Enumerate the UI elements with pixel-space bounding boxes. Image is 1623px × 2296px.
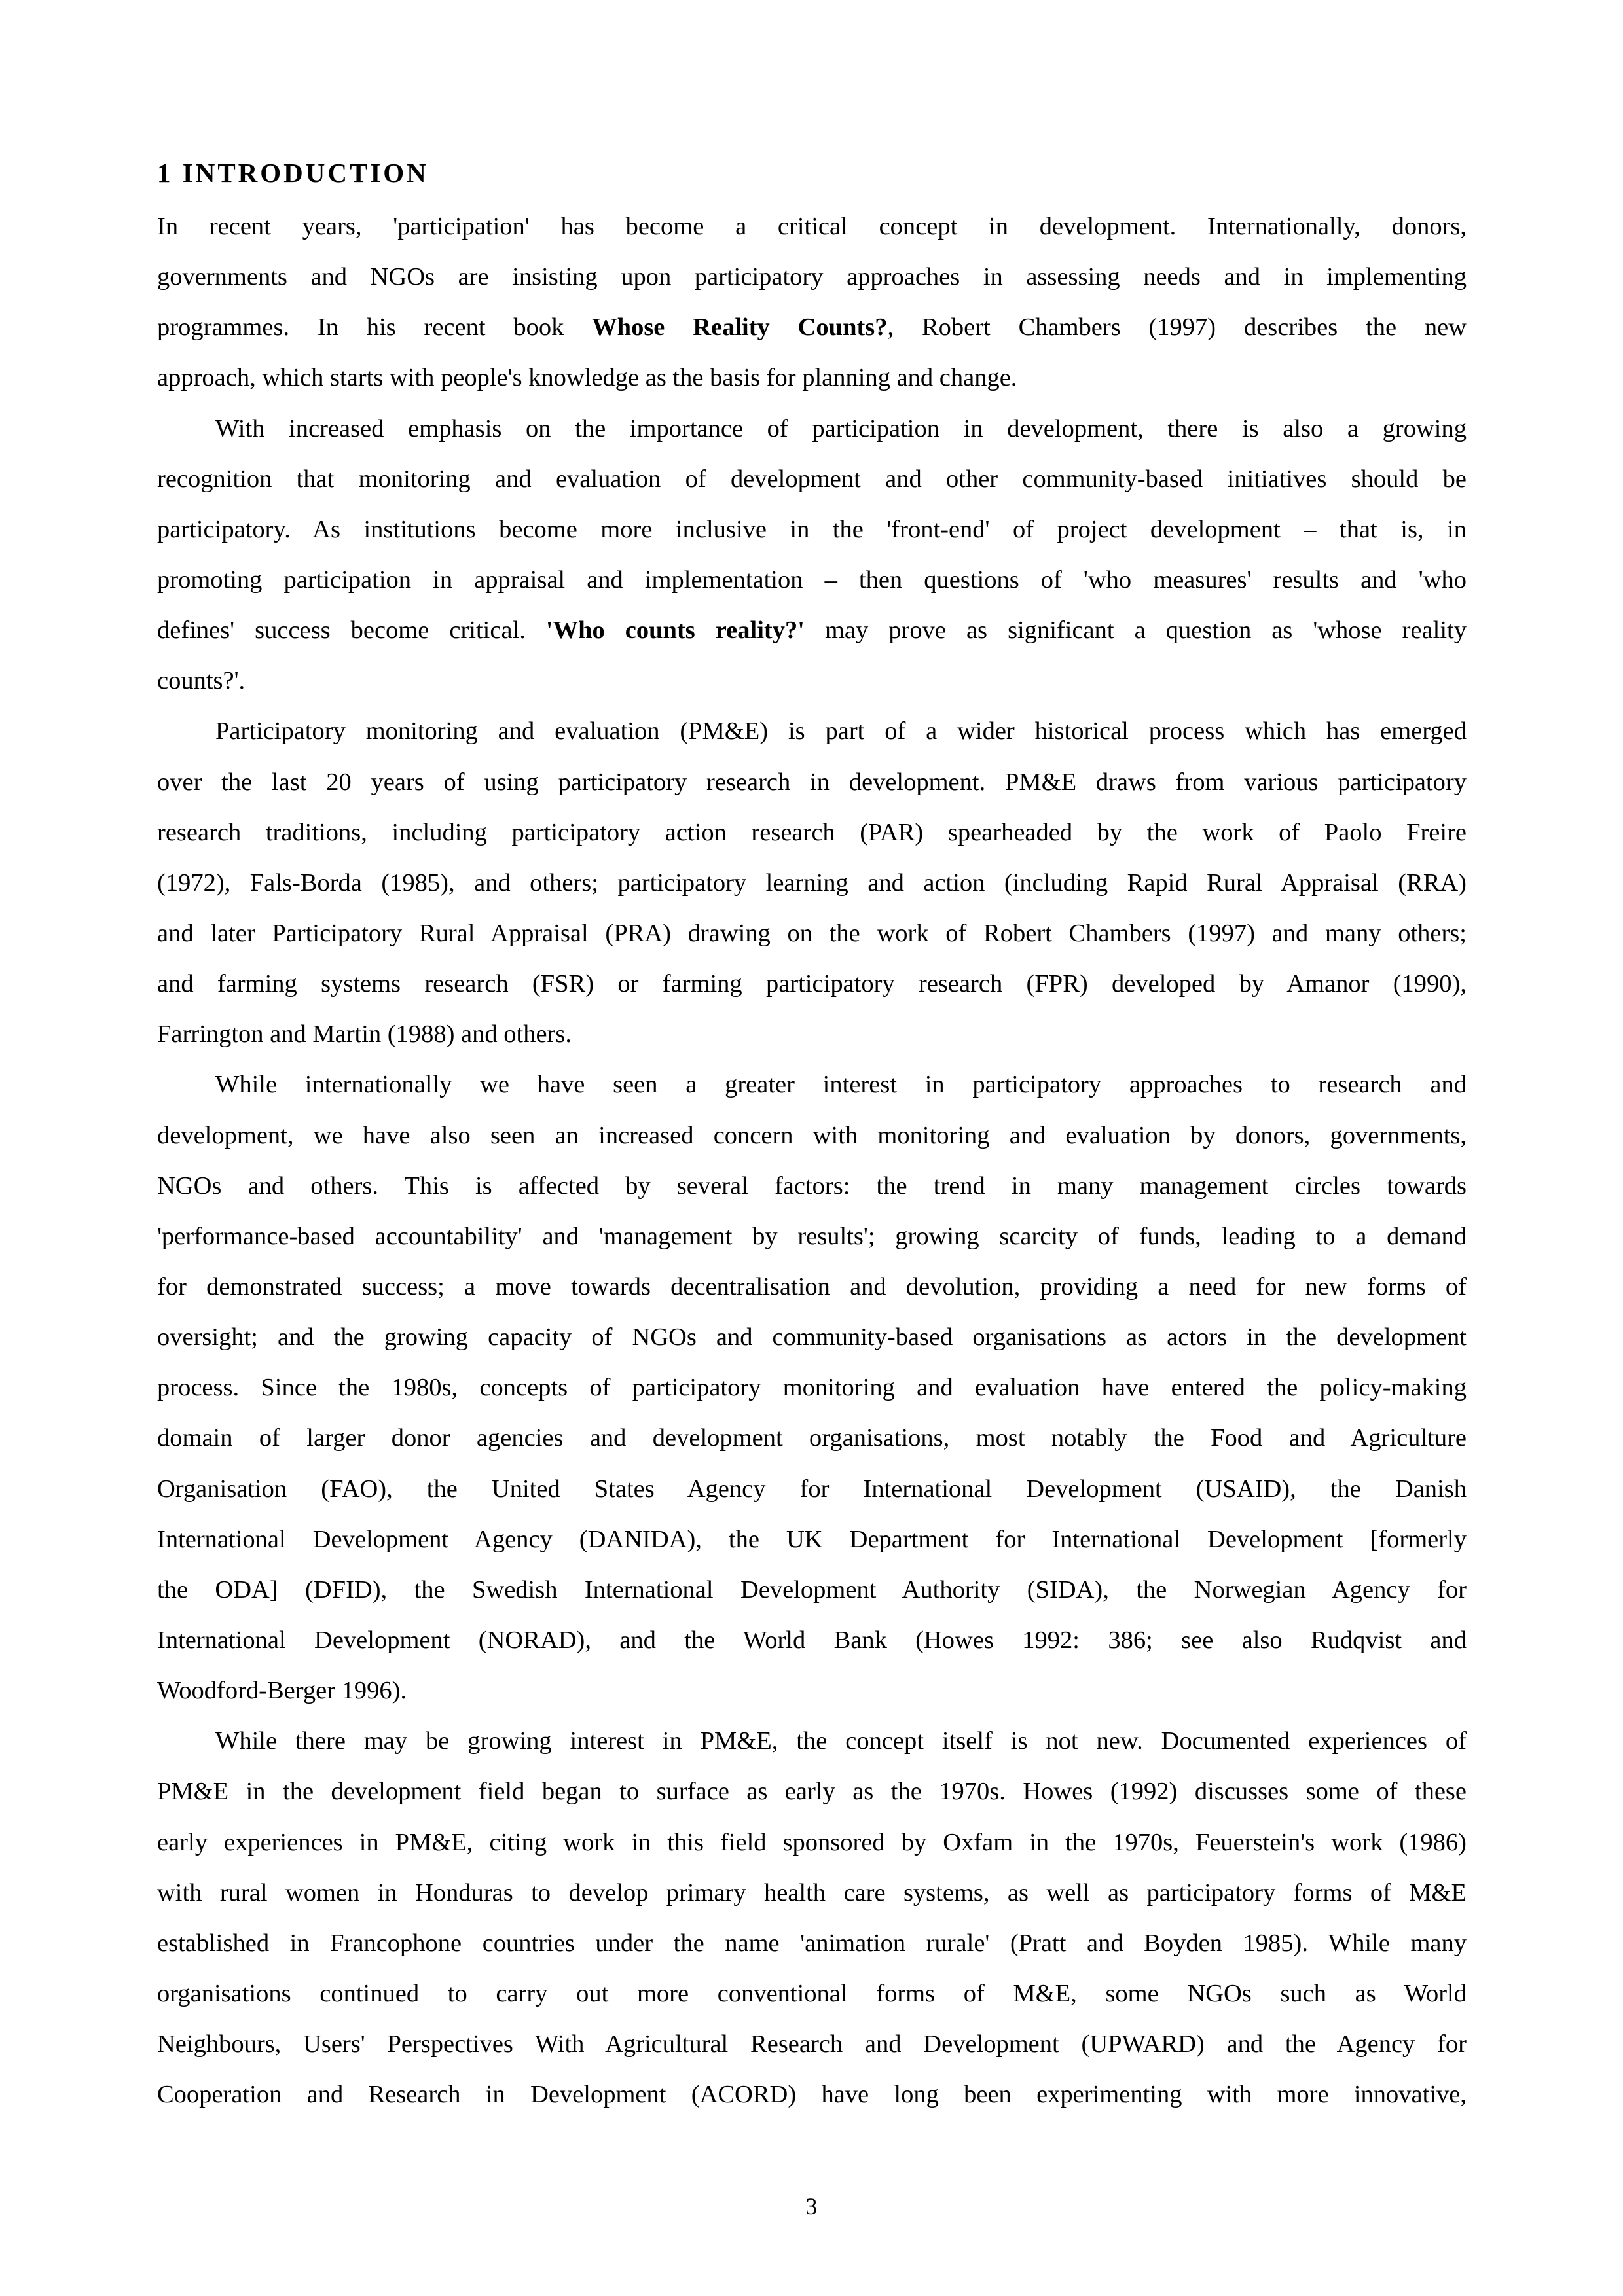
text-line	[157, 757, 1467, 808]
bold-title-text: 'Who counts reality?'	[545, 617, 805, 645]
bold-title-text: Whose Reality Counts?	[592, 314, 888, 342]
text-segment: promoting participation in appraisal and implementation – then questions of 'who measures' results and 'who	[157, 565, 1467, 594]
text-line	[157, 908, 1467, 959]
text-line	[157, 1009, 1467, 1060]
text-segment: established in Francophone countries under the name 'animation rurale' (Pratt and Boyden 1985). While many	[157, 1929, 1467, 1957]
text-line	[157, 1312, 1467, 1363]
text-line	[157, 1918, 1467, 1969]
text-segment: approach, which starts with people's knowledge as the basis for planning and change.	[157, 364, 1017, 392]
paragraph	[157, 1716, 1467, 2120]
body-text	[157, 202, 1467, 2120]
page-number: 3	[805, 2193, 818, 2219]
text-line	[157, 1363, 1467, 1413]
text-segment: counts?'.	[157, 667, 246, 695]
text-segment: International Development Agency (DANIDA), the UK Department for International Development [formerly	[157, 1525, 1467, 1553]
text-segment: programmes. In his recent book	[157, 314, 593, 342]
text-segment: governments and NGOs are insisting upon participatory approaches in assessing needs and in implementing	[157, 263, 1467, 291]
text-line	[157, 2070, 1467, 2120]
text-segment: 'performance-based accountability' and 'management by results'; growing scarcity of funds, leading to a demand	[157, 1222, 1467, 1250]
text-line	[157, 302, 1467, 353]
text-segment: , Robert Chambers (1997) describes the new	[887, 314, 1467, 342]
text-segment: With increased emphasis on the importance of participation in development, there is also a growing	[215, 414, 1467, 442]
text-segment: organisations continued to carry out more conventional forms of M&E, some NGOs such as World	[157, 1979, 1467, 2007]
text-segment: with rural women in Honduras to develop primary health care systems, as well as participatory forms of M&E	[157, 1878, 1467, 1907]
text-segment: While there may be growing interest in PM&E, the concept itself is not new. Documented experiences of	[215, 1727, 1467, 1755]
text-line	[157, 1515, 1467, 1565]
text-segment: (1972), Fals-Borda (1985), and others; participatory learning and action (including Rapid Rural Appraisal (RRA)	[157, 869, 1467, 897]
text-line	[157, 353, 1467, 403]
text-segment: International Development (NORAD), and the World Bank (Howes 1992: 386; see also Rudqvist and	[157, 1626, 1467, 1654]
text-segment: research traditions, including participatory action research (PAR) spearheaded by the work of Paolo Freire	[157, 818, 1467, 846]
text-segment: In recent years, 'participation' has become a critical concept in development. Internationally, donors,	[157, 213, 1467, 240]
text-segment: Woodford-Berger 1996).	[157, 1677, 407, 1705]
text-line	[157, 1666, 1467, 1716]
text-segment: for demonstrated success; a move towards decentralisation and devolution, providing a need for new forms of	[157, 1272, 1467, 1300]
text-line	[157, 1111, 1467, 1161]
text-line	[157, 404, 1467, 454]
text-line	[157, 858, 1467, 908]
text-line	[157, 1615, 1467, 1666]
text-line	[157, 1716, 1467, 1767]
paragraph	[157, 202, 1467, 404]
text-line	[157, 555, 1467, 605]
text-line	[157, 202, 1467, 252]
text-line	[157, 1262, 1467, 1312]
text-segment: development, we have also seen an increased concern with monitoring and evaluation by donors, governments,	[157, 1121, 1467, 1149]
text-line	[157, 706, 1467, 757]
paragraph	[157, 404, 1467, 707]
text-line	[157, 656, 1467, 706]
text-segment: over the last 20 years of using participatory research in development. PM&E draws from various participatory	[157, 768, 1467, 796]
paragraph	[157, 706, 1467, 1060]
text-segment: defines' success become critical.	[157, 617, 546, 645]
text-segment: and later Participatory Rural Appraisal (PRA) drawing on the work of Robert Chambers (1997) and many others;	[157, 919, 1467, 947]
text-segment: Participatory monitoring and evaluation (PM&E) is part of a wider historical process which has emerged	[215, 717, 1467, 745]
text-line	[157, 2019, 1467, 2070]
text-line	[157, 605, 1467, 656]
text-line	[157, 505, 1467, 555]
text-line	[157, 1413, 1467, 1463]
text-line	[157, 808, 1467, 858]
text-segment: Cooperation and Research in Development (ACORD) have long been experimenting with more innovative,	[157, 2081, 1467, 2109]
text-line	[157, 1211, 1467, 1262]
text-segment: early experiences in PM&E, citing work in this field sponsored by Oxfam in the 1970s, Feuerstein's work (1986)	[157, 1828, 1467, 1856]
text-line	[157, 252, 1467, 302]
text-segment: Organisation (FAO), the United States Agency for International Development (USAID), the Danish	[157, 1475, 1467, 1503]
text-segment: participatory. As institutions become more inclusive in the 'front-end' of project development – that is, in	[157, 515, 1467, 543]
text-line	[157, 454, 1467, 505]
text-line	[157, 1161, 1467, 1211]
text-line	[157, 1969, 1467, 2019]
text-segment: recognition that monitoring and evaluation of development and other community-based initiatives should be	[157, 465, 1467, 493]
text-line	[157, 1565, 1467, 1615]
text-segment: may prove as significant a question as 'whose reality	[804, 617, 1467, 645]
text-line	[157, 959, 1467, 1009]
text-segment: domain of larger donor agencies and development organisations, most notably the Food and Agriculture	[157, 1424, 1467, 1452]
text-segment: the ODA] (DFID), the Swedish International Development Authority (SIDA), the Norwegian Agency for	[157, 1575, 1467, 1604]
paragraph	[157, 1060, 1467, 1716]
text-line	[157, 1818, 1467, 1868]
text-segment: process. Since the 1980s, concepts of participatory monitoring and evaluation have entered the policy-making	[157, 1374, 1467, 1402]
text-segment: Farrington and Martin (1988) and others.	[157, 1020, 572, 1049]
text-segment: oversight; and the growing capacity of NGOs and community-based organisations as actors in the development	[157, 1323, 1467, 1352]
text-segment: NGOs and others. This is affected by several factors: the trend in many management circles towards	[157, 1172, 1467, 1200]
text-segment: Neighbours, Users' Perspectives With Agricultural Research and Development (UPWARD) and the Agency for	[157, 2030, 1467, 2058]
text-line	[157, 1060, 1467, 1110]
text-line	[157, 1464, 1467, 1515]
text-segment: and farming systems research (FSR) or farming participatory research (FPR) developed by Amanor (1990),	[157, 970, 1467, 998]
text-line	[157, 1868, 1467, 1918]
section-heading: 1 INTRODUCTION	[157, 158, 429, 188]
text-segment: PM&E in the development field began to surface as early as the 1970s. Howes (1992) discusses some of these	[157, 1778, 1467, 1806]
text-line	[157, 1767, 1467, 1817]
text-segment: While internationally we have seen a greater interest in participatory approaches to research and	[215, 1071, 1467, 1099]
